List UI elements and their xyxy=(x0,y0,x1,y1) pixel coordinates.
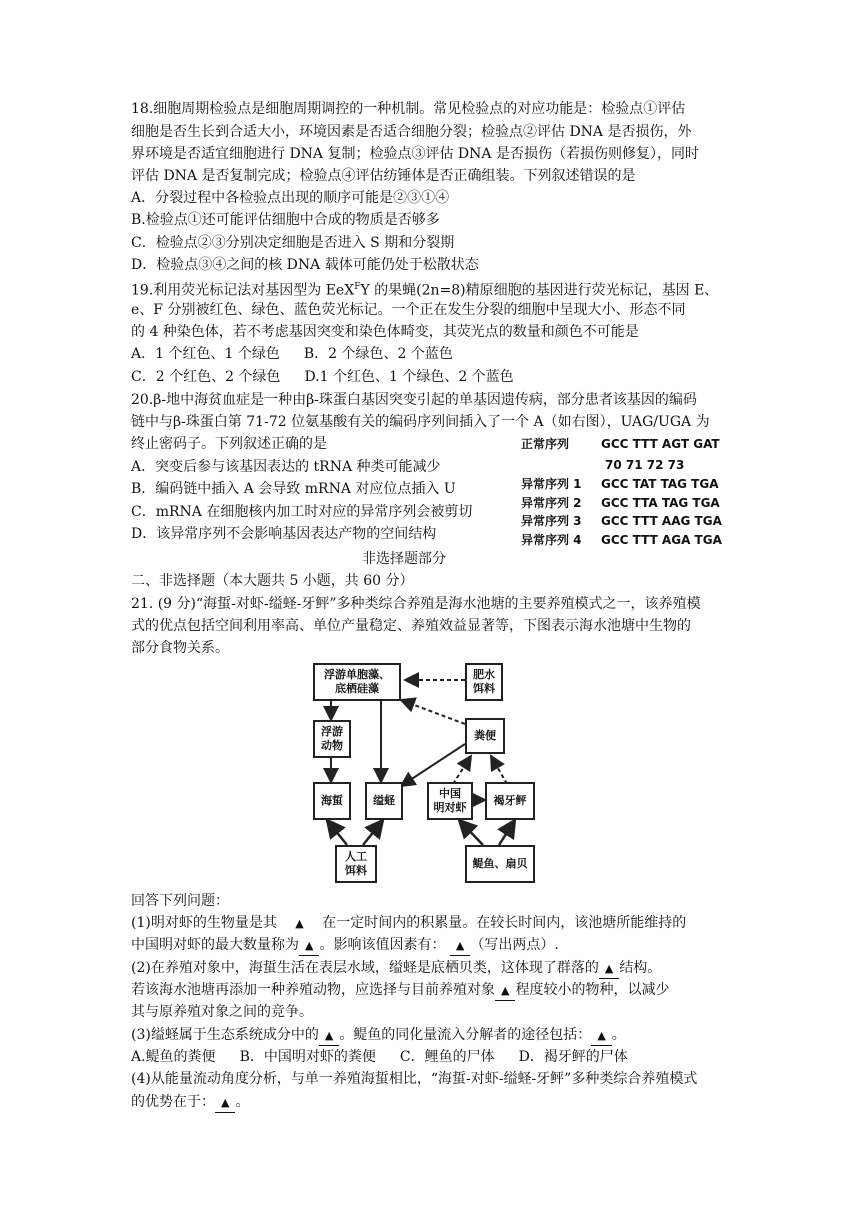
q18-line-1: 18.细胞周期检验点是细胞周期调控的一种机制。常见检验点的对应功能是：检验点①评估 xyxy=(131,101,686,117)
text: 若该海水池塘再添加一种养殖动物，应选择与目前养殖对象 xyxy=(131,982,495,998)
q21-p3-line-1 xyxy=(131,1024,626,1046)
seq-positions: 70 71 72 73 xyxy=(605,458,685,472)
q19-line-2: e、F 分别被红色、绿色、蓝色荧光标记。一个正在发生分裂的细胞中呈现大小、形态不同 xyxy=(131,302,686,318)
section-heading: 二、非选择题（本大题共 5 小题，共 60 分） xyxy=(131,573,414,589)
text: (1)明对虾的生物量是其 xyxy=(131,915,277,931)
answer-blank: ▲ xyxy=(495,982,515,1001)
node-plankton-algae xyxy=(313,663,401,701)
q20-line-1: 20.β-地中海贫血症是一种由β-珠蛋白基因突变引起的单基因遗传病，部分患者该基因的编码 xyxy=(131,392,697,408)
q21-p3-options xyxy=(131,1046,628,1068)
arrow-feed-to-clam xyxy=(363,820,383,845)
seq-label: 异常序列 3 xyxy=(521,514,582,528)
seq-value: GCC TTT AGT GAT xyxy=(601,437,720,451)
text: （写出两点）. xyxy=(470,937,559,953)
answer-blank: ▲ xyxy=(599,960,619,979)
q18-line-2: 细胞是否生长到合适大小，环境因素是否适合细胞分裂；检验点②评估 DNA 是否损伤，外 xyxy=(131,124,692,140)
q19-line-1-post: Y 的果蝇(2n=8)精原细胞的基因进行荧光标记，基因 E、 xyxy=(360,282,719,299)
node-label: 中国 xyxy=(439,787,461,800)
node-label: 浮游 xyxy=(321,725,343,738)
seq-label: 正常序列 xyxy=(521,437,570,451)
q21-p1-line-2 xyxy=(131,934,559,956)
q19-line-3: 的 4 种染色体，若不考虑基因突变和染色体畸变，其荧光点的数量和颜色不可能是 xyxy=(131,324,639,340)
text: 。 xyxy=(611,1027,626,1043)
arrow-anchovy-to-shrimp xyxy=(459,820,483,845)
node-label: 明对虾 xyxy=(433,801,467,814)
text: 。鳀鱼的同化量流入分解者的途径包括： xyxy=(339,1027,592,1043)
q19-options-cd xyxy=(131,366,514,388)
seq-label: 异常序列 4 xyxy=(521,533,582,547)
q21-p3-option-d: D．褐牙鲆的尸体 xyxy=(518,1049,628,1065)
q19-options-ab xyxy=(131,343,453,365)
arrow-feed-to-jellyfish xyxy=(327,820,347,845)
q19-line-1 xyxy=(131,276,718,298)
arrow-flounder-to-feces xyxy=(491,756,507,784)
node-label: 肥水 xyxy=(473,668,495,681)
q19-line-1-pre: 19.利用荧光标记法对基因型为 EeX xyxy=(131,282,355,299)
q19-option-a: A．1 个红色、1 个绿色 xyxy=(131,346,280,362)
arrow-feces-to-algae xyxy=(401,700,465,724)
text: 结构。 xyxy=(619,960,662,976)
seq-label: 异常序列 1 xyxy=(521,477,582,491)
text: 程度较小的物种，以减少 xyxy=(515,982,670,998)
q21-p2-line-2 xyxy=(131,979,669,1001)
q21-intro-2: 式的优点包括空间利用率高、单位产量稳定、养殖效益显著等，下图表示海水池塘中生物的 xyxy=(131,618,691,634)
q19-option-d: D.1 个红色、1 个绿色、2 个蓝色 xyxy=(304,369,514,385)
q21-p4-line-1: (4)从能量流动角度分析，与单一养殖海蜇相比，“海蜇-对虾-缢蛏-牙鲆”多种类综合养殖模式 xyxy=(131,1071,698,1087)
q20-option-c: C．mRNA 在细胞核内加工时对应的异常序列会被剪切 xyxy=(131,504,473,520)
q21-p3-option-c: C．鲤鱼的尸体 xyxy=(399,1049,495,1065)
answer-blank: ▲ xyxy=(591,1027,611,1046)
answer-blank: ▲ xyxy=(215,1094,235,1113)
q21-intro-3: 部分食物关系。 xyxy=(131,640,229,656)
node-fertilizer-feed xyxy=(465,663,503,701)
q18-option-b: B.检验点①还可能评估细胞中合成的物质是否够多 xyxy=(131,212,440,228)
q18-option-c: C．检验点②③分别决定细胞是否进入 S 期和分裂期 xyxy=(131,235,455,251)
q19-option-c: C．2 个红色、2 个绿色 xyxy=(131,369,281,385)
arrow-shrimp-to-feces xyxy=(453,756,471,784)
arrow-anchovy-to-flounder xyxy=(499,820,515,845)
node-label: 底栖硅藻 xyxy=(335,682,379,695)
q21-p4-line-2 xyxy=(131,1091,249,1113)
section-title: 非选择题部分 xyxy=(362,551,446,567)
q20-option-b: B．编码链中插入 A 会导致 mRNA 对应位点插入 U xyxy=(131,481,456,497)
q21-intro-1: 21. (9 分)“海蜇-对虾-缢蛏-牙鲆”多种类综合养殖是海水池塘的主要养殖模式之一，该养殖模 xyxy=(131,596,701,612)
node-label: 饵料 xyxy=(345,864,367,877)
q18-line-4: 评估 DNA 是否复制完成；检验点④评估纺锤体是否正确组装。下列叙述错误的是 xyxy=(131,168,636,184)
text: 的优势在于： xyxy=(131,1094,215,1110)
seq-value: GCC TAT TAG TGA xyxy=(601,477,719,491)
node-label: 动物 xyxy=(321,739,343,752)
q19-superscript: F xyxy=(354,282,361,292)
node-flounder: 褐牙鲆 xyxy=(485,782,535,820)
q20-line-2: 链中与β-珠蛋白第 71-72 位氨基酸有关的编码序列间插入了一个 A（如右图），UAG/UGA 为 xyxy=(131,414,710,430)
q20-option-a: A．突变后参与该基因表达的 tRNA 种类可能减少 xyxy=(131,459,441,475)
seq-value: GCC TTT AAG TGA xyxy=(601,514,722,528)
q18-option-d: D．检验点③④之间的核 DNA 载体可能仍处于松散状态 xyxy=(131,257,479,273)
node-label: 人工 xyxy=(345,850,367,863)
q20-option-d: D．该异常序列不会影响基因表达产物的空间结构 xyxy=(131,526,437,542)
answer-blank: ▲ xyxy=(299,937,319,956)
node-razor-clam: 缢蛏 xyxy=(365,782,403,820)
node-label: 浮游单胞藻、 xyxy=(324,668,390,681)
arrow-feces-to-clam xyxy=(401,744,465,786)
node-anchovy-scallop: 鳀鱼、扇贝 xyxy=(465,845,535,883)
seq-value: GCC TTT AGA TGA xyxy=(601,533,722,547)
q20-line-3: 终止密码子。下列叙述正确的是 xyxy=(131,436,327,452)
q18-line-3: 界环境是否适宜细胞进行 DNA 复制；检验点③评估 DNA 是否损伤（若损伤则修复），同时 xyxy=(131,146,699,162)
answer-blank: ▲ xyxy=(450,937,470,956)
text: 。影响该值因素有： xyxy=(319,937,446,953)
text: 中国明对虾的最大数量称为 xyxy=(131,937,299,953)
q21-p2-line-1 xyxy=(131,957,661,979)
q21-p3-option-a: A.鳀鱼的粪便 xyxy=(131,1049,216,1065)
answer-blank: ▲ xyxy=(295,917,304,930)
q21-p3-option-b: B．中国明对虾的粪便 xyxy=(239,1049,376,1065)
seq-value: GCC TTA TAG TGA xyxy=(601,496,720,510)
q19-option-b: B．2 个绿色、2 个蓝色 xyxy=(303,346,453,362)
q21-p2-line-3: 其与原养殖对象之间的竞争。 xyxy=(131,1004,313,1020)
node-jellyfish: 海蜇 xyxy=(313,782,351,820)
seq-label: 异常序列 2 xyxy=(521,496,582,510)
answer-blank: ▲ xyxy=(319,1027,339,1046)
text: (3)缢蛏属于生态系统成分中的 xyxy=(131,1027,319,1043)
node-zooplankton xyxy=(313,720,351,758)
node-label: 饵料 xyxy=(473,682,495,695)
node-artificial-feed xyxy=(335,845,377,883)
node-feces: 粪便 xyxy=(465,718,505,754)
q21-answer-intro: 回答下列问题： xyxy=(131,893,229,909)
q21-p1-line-1 xyxy=(131,912,686,934)
q18-option-a: A．分裂过程中各检验点出现的顺序可能是②③①④ xyxy=(131,190,450,206)
text: (2)在养殖对象中，海蜇生活在表层水域，缢蛏是底栖贝类，这体现了群落的 xyxy=(131,960,599,976)
text: 。 xyxy=(235,1094,250,1110)
food-web-diagram xyxy=(305,660,535,885)
node-chinese-shrimp xyxy=(427,782,473,820)
text: 在一定时间内的积累量。在较长时间内，该池塘所能维持的 xyxy=(322,915,687,931)
